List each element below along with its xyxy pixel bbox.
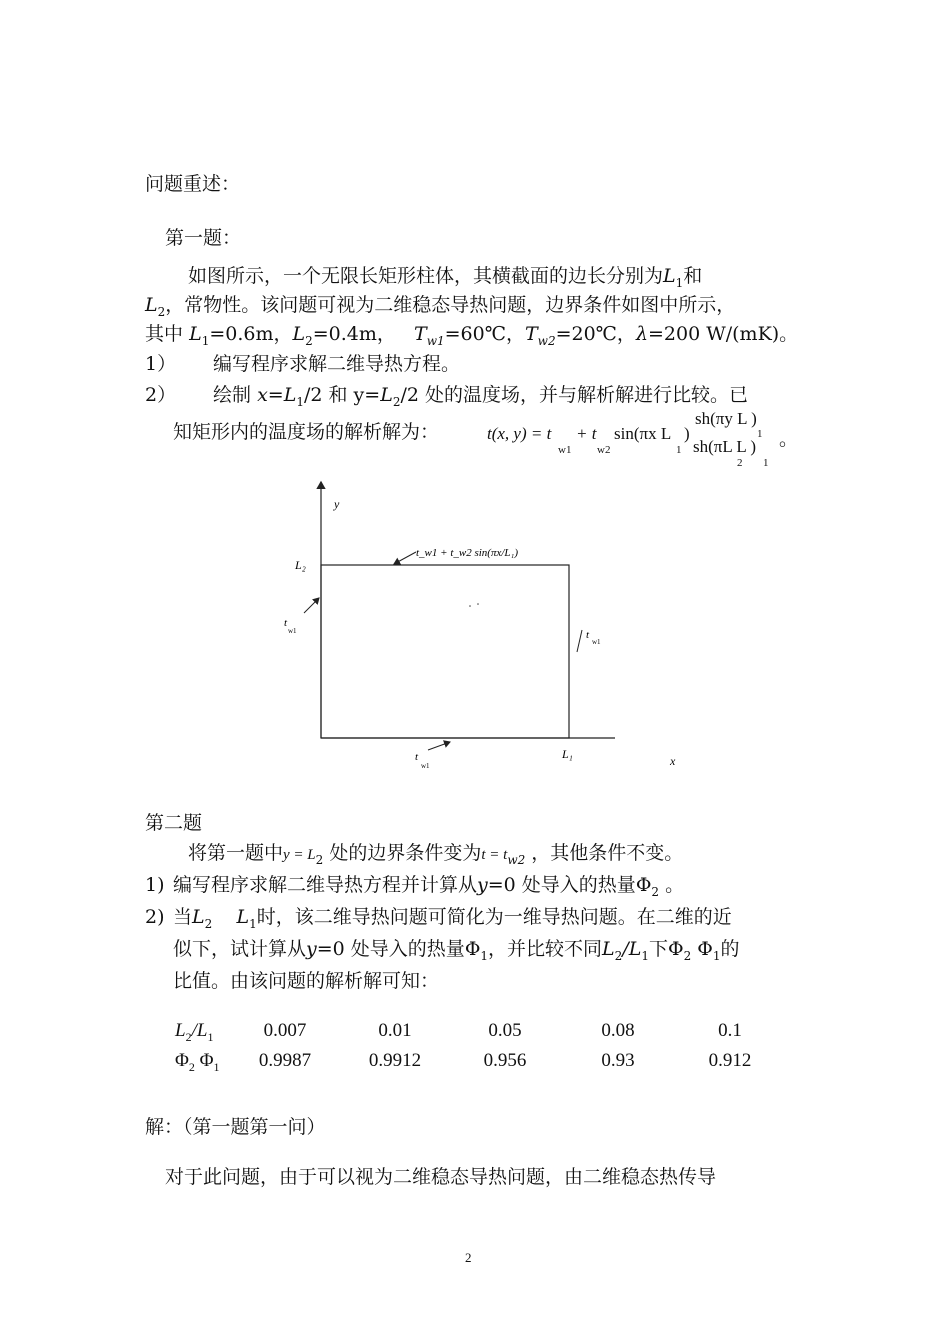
domain-rectangle [321,565,569,738]
q2-paragraph: 将第一题中$y = L_2$ 处的边界条件变为$t = t_{w2}$ ，其他条件不变。 [188,842,684,867]
scan-speck [477,603,479,605]
right-boundary-t: t [586,629,590,641]
section-heading: 问题重述： [145,173,241,195]
left-boundary-arrow [304,598,319,613]
right-boundary-arrow [577,630,582,652]
boundary-condition-diagram [270,470,690,780]
left-boundary-sub: w1 [288,627,297,635]
table-cell: 0.1 [718,1020,742,1041]
formula-denominator: sh(πL L ) [693,437,757,456]
formula-numerator-sub: 1 [757,428,763,440]
formula-sin-sub: 1 [676,444,682,456]
q1-paragraph-line3: 其中 $L_1=0.6m$，$L_2=0.4m$， $T_{w1}=60℃$，$T_{w2}=20℃$，λ=200 W/(mK)。 [145,323,799,348]
formula-sin: sin(πx L [614,424,672,443]
q1-title: 第一题： [165,227,242,249]
scan-speck [469,605,471,607]
q2-item2-line1: 当$L_2$ $L_1$时，该二维导热问题可简化为一维导热问题。在二维的近 [173,906,732,931]
table-row-label-ratio: $L_2/L_1$ [175,1020,214,1044]
formula-numerator: sh(πy L ) [695,409,757,428]
formula-sin-close: ) [684,424,690,443]
table-cell: 0.007 [263,1020,307,1041]
formula-denominator-sub2: 2 [737,457,743,469]
table-row-label-phi: $\Phi_2$ $\Phi_1$ [175,1050,220,1074]
table-cell: 0.9912 [368,1050,422,1071]
formula-sub-w1: w1 [558,444,572,456]
formula-plus: + t [576,424,597,443]
solution-title: 解：（第一题第一问） [145,1116,326,1138]
bottom-boundary-sub: w1 [421,762,430,770]
table-cell: 0.01 [378,1020,412,1041]
page-number: 2 [465,1250,472,1265]
q1-item2-line2: 知矩形内的温度场的解析解为： [173,421,440,443]
q1-item1-number: 1） [145,353,177,375]
q2-item2-line3: 比值。由该问题的解析解可知： [173,970,440,992]
table-cell: 0.05 [488,1020,522,1041]
table-cell: 0.93 [601,1050,635,1071]
solution-paragraph: 对于此问题，由于可以视为二维稳态导热问题，由二维稳态热传导 [165,1166,717,1188]
left-boundary-t: t [284,617,288,629]
bottom-boundary-arrow [428,742,450,750]
x-axis-label: x [670,754,676,768]
table-cell: 0.956 [483,1050,527,1071]
formula-lhs: t(x, y) = t [487,424,552,443]
q2-title: 第二题 [145,812,203,834]
table-cell: 0.9987 [258,1050,312,1071]
q1-item1-text: 编写程序求解二维导热方程。 [213,353,461,375]
top-boundary-label: t_w1 + t_w2 sin(πx/L₁) [416,547,519,559]
q2-item1-text: 编写程序求解二维导热方程并计算从y=0 处导入的热量$\Phi_2$ 。 [173,874,685,899]
right-boundary-sub: w1 [592,638,601,646]
q1-item2-number: 2） [145,384,177,406]
table-cell: 0.912 [708,1050,752,1071]
ratio-table [175,1020,815,1090]
L1-label: L₁ [562,747,573,761]
formula-denominator-sub1: 1 [763,457,769,469]
top-boundary-arrow [394,552,416,564]
table-cell: 0.08 [601,1020,635,1041]
formula-sub-w2: w2 [597,444,611,456]
q1-paragraph-line1: 如图所示，一个无限长矩形柱体，其横截面的边长分别为$L_1$和 [188,265,703,290]
y-axis-label: y [334,497,340,511]
L2-label: L₂ [295,558,306,572]
q1-paragraph-line2: $L_2$，常物性。该问题可视为二维稳态导热问题，边界条件如图中所示， [145,294,736,319]
q2-item1-number: 1) [145,874,165,896]
formula-end: 。 [779,429,799,450]
q2-item2-number: 2) [145,906,165,928]
q2-item2-line2: 似下，试计算从y=0 处导入的热量$\Phi_1$，并比较不同$L_2/L_1$下$\Phi_2$ $\Phi_1$的 [173,938,740,963]
q1-item2-line1: 绘制 $x=L_1/2$ 和 $y=L_2/2$ 处的温度场，并与解析解进行比较。已 [213,384,748,409]
bottom-boundary-t: t [415,751,419,763]
